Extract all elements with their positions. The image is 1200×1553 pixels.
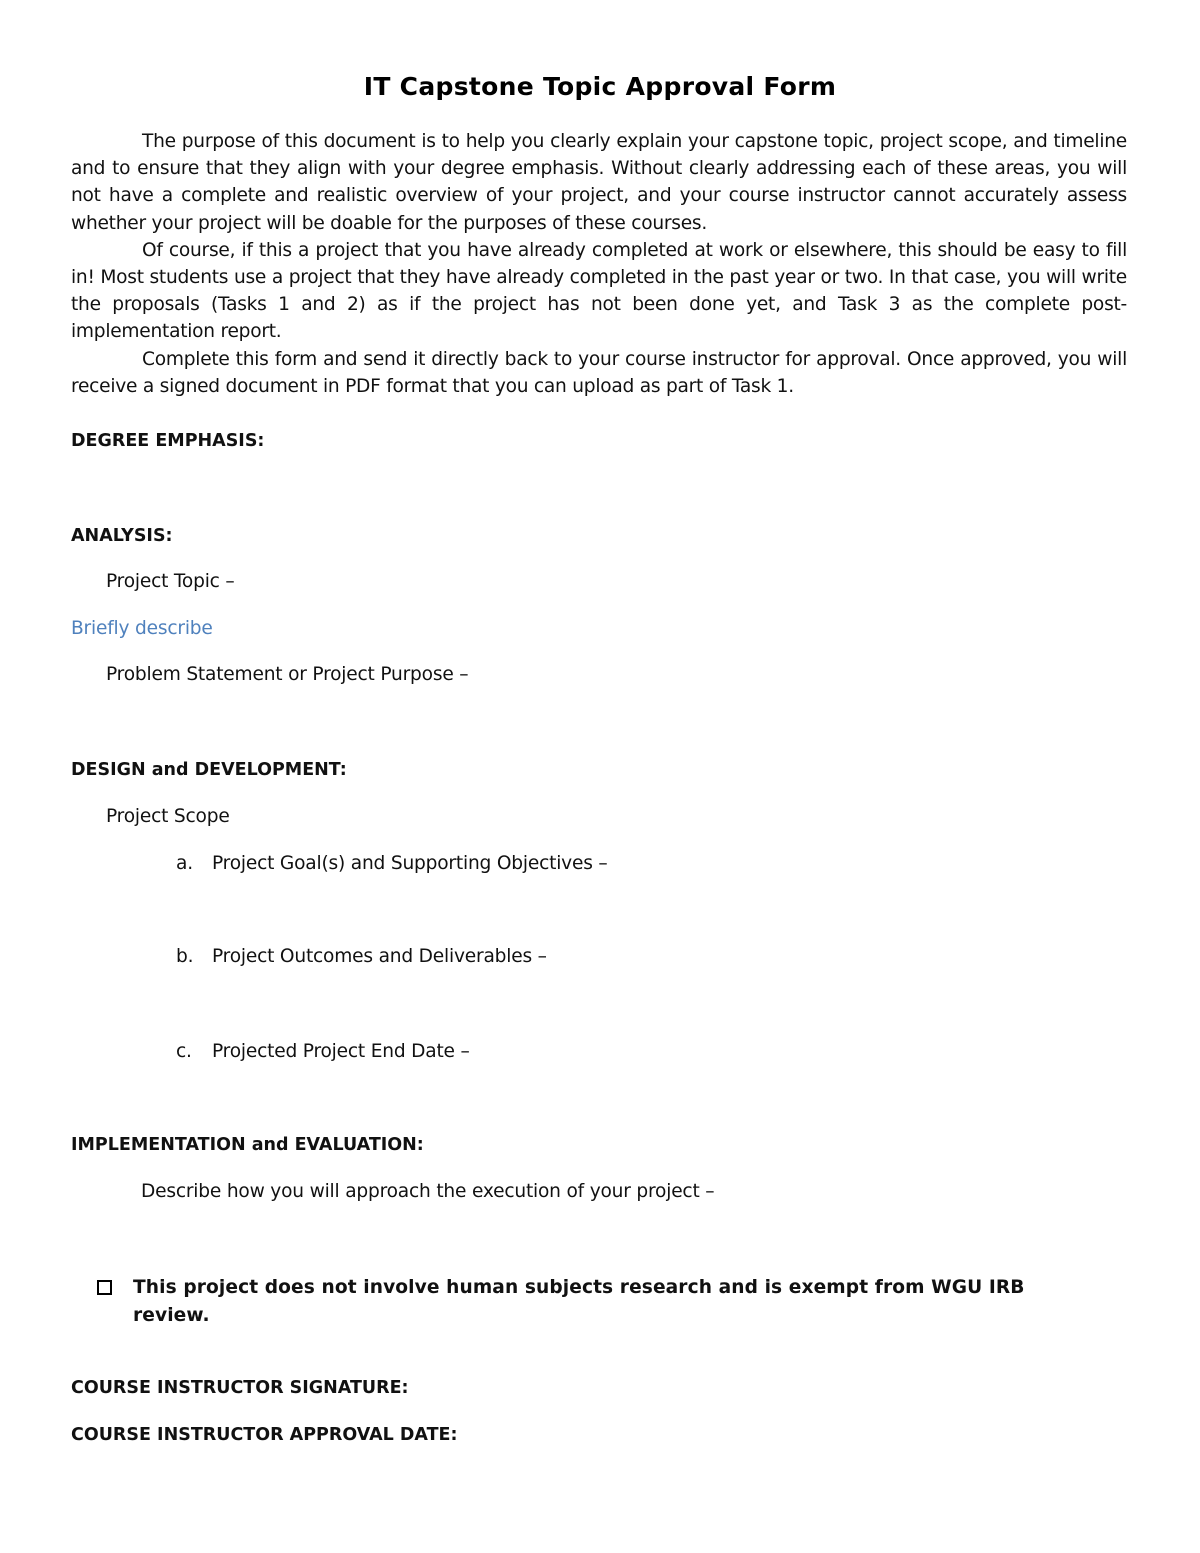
execution-approach-label: Describe how you will approach the execution of your project – [141, 1181, 715, 1202]
briefly-describe-hint: Briefly describe [71, 618, 213, 639]
page-title: IT Capstone Topic Approval Form [363, 72, 837, 101]
intro-paragraph: Complete this form and send it directly back to your course instructor for approval. Once approved, you will receive a signed document in PDF format that you can upload as part of Task 1. [71, 348, 1127, 397]
project-goals-label: Project Goal(s) and Supporting Objectives – [212, 853, 608, 874]
design-development-heading: DESIGN and DEVELOPMENT: [71, 760, 347, 780]
implementation-evaluation-heading: IMPLEMENTATION and EVALUATION: [71, 1135, 424, 1155]
project-topic-label: Project Topic – [106, 571, 235, 592]
project-scope-label: Project Scope [106, 806, 230, 827]
problem-statement-label: Problem Statement or Project Purpose – [106, 664, 469, 685]
project-end-date-label: Projected Project End Date – [212, 1041, 470, 1062]
project-outcomes-label: Project Outcomes and Deliverables – [212, 946, 547, 967]
intro-section [71, 128, 1127, 400]
irb-exempt-statement: This project does not involve human subjects research and is exempt from WGU IRB review. [133, 1277, 1025, 1326]
list-marker: b. [176, 946, 194, 967]
instructor-approval-date-label: COURSE INSTRUCTOR APPROVAL DATE: [71, 1425, 458, 1445]
irb-exempt-checkbox[interactable] [97, 1280, 112, 1295]
analysis-heading: ANALYSIS: [71, 526, 173, 546]
list-marker: a. [176, 853, 193, 874]
degree-emphasis-heading: DEGREE EMPHASIS: [71, 431, 265, 451]
instructor-signature-label: COURSE INSTRUCTOR SIGNATURE: [71, 1378, 409, 1398]
intro-paragraph: Of course, if this a project that you have already completed at work or elsewhere, this should be easy to fill in! Most students use a project that they have already completed in the past year or two. In that case, you will write the proposals (Tasks 1 and 2) as if the project has not been done yet, and Task 3 as the complete post-implementation report. [71, 239, 1127, 343]
list-marker: c. [176, 1041, 192, 1062]
intro-paragraph: The purpose of this document is to help you clearly explain your capstone topic, project scope, and timeline and to ensure that they align with your degree emphasis. Without clearly addressing each of these areas, you will not have a complete and realistic overview of your project, and your course instructor cannot accurately assess whether your project will be doable for the purposes of these courses. [71, 131, 1127, 234]
